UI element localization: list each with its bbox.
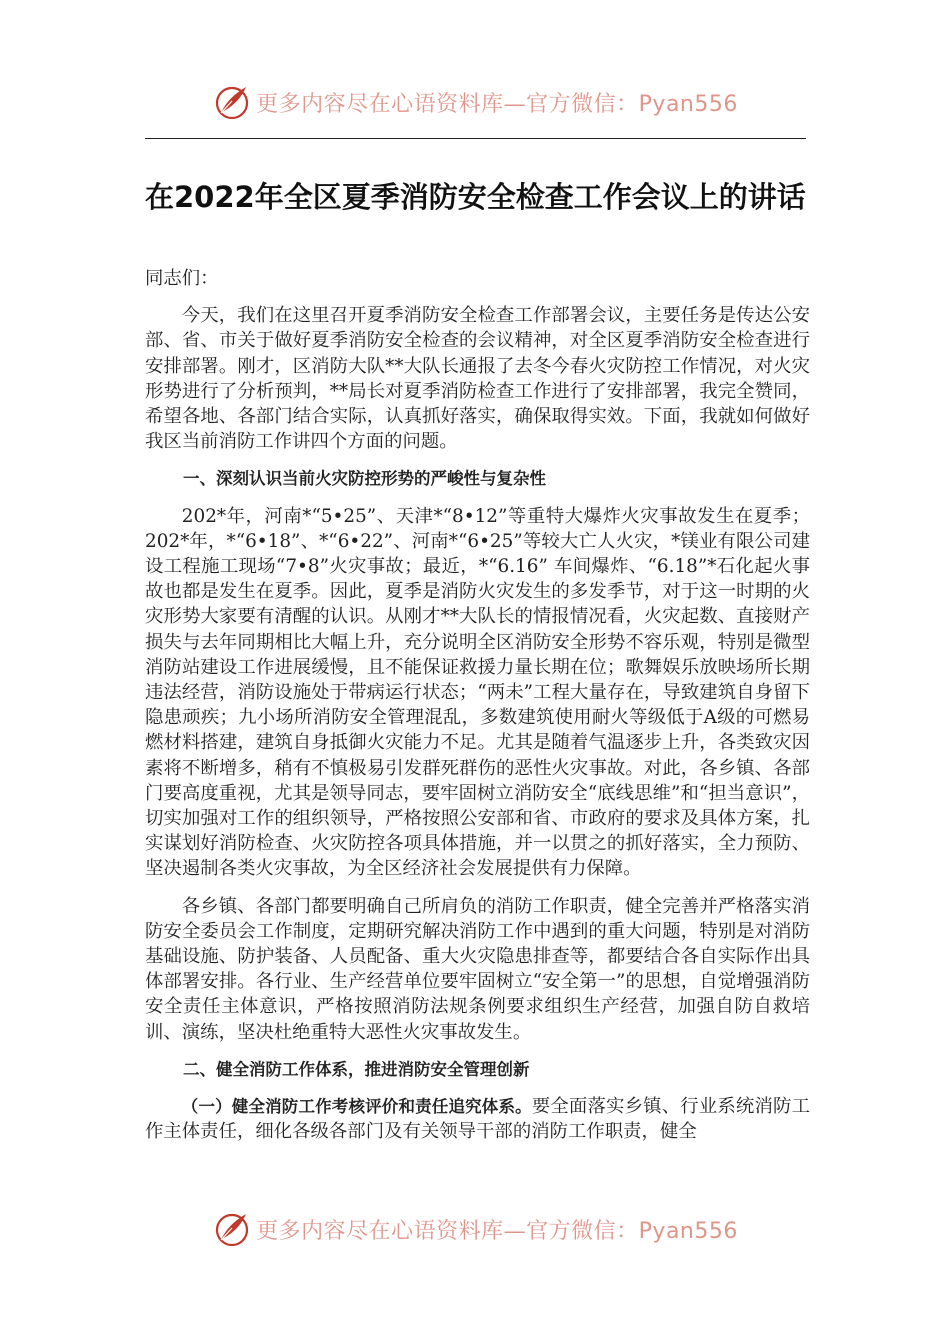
- header-divider: [145, 138, 806, 139]
- header-banner: [0, 80, 950, 124]
- paragraph-responsibilities: 各乡镇、各部门都要明确自己所肩负的消防工作职责，健全完善并严格落实消防安全委员会工作制度，定期研究解决消防工作中遇到的重大问题，特别是对消防基础设施、防护装备、人员配备、重大火灾隐患排查等，都要结合各自实际作出具体部署安排。各行业、生产经营单位要牢固树立“安全第一”的思想，自觉增强消防安全责任主体意识，严格按照消防法规条例要求组织生产经营，加强自防自救培训、演练，坚决杜绝重特大恶性火灾事故发生。: [145, 895, 810, 1043]
- document-body: [145, 266, 810, 1145]
- document-title: 在2022年全区夏季消防安全检查工作会议上的讲话: [145, 180, 806, 214]
- paragraph-subsection-1: [145, 1094, 810, 1144]
- salutation: 同志们：: [145, 268, 219, 289]
- subsection-1-title: （一）健全消防工作考核评价和责任追究体系。: [181, 1097, 532, 1117]
- paragraph-fire-situation: 202*年，河南*“5•25”、天津*“8•12”等重特大爆炸火灾事故发生在夏季；202*年，*“6•18”、*“6•22”、河南*“6•25”等较大亡人火灾，*镁业有限公司建设工程施工现场“7•8”火灾事故；最近，*“6.16” 车间爆炸、“6.18”*石化起火事故也都是发生在夏季。因此，夏季是消防火灾发生的多发季节，对于这一时期的火灾形势大家要有清醒的认识。从刚才**大队长的情报情况看，火灾起数、直接财产损失与去年同期相比大幅上升，充分说明全区消防安全形势不容乐观，特别是微型消防站建设工作进展缓慢，且不能保证救援力量长期在位；歌舞娱乐放映场所长期违法经营，消防设施处于带病运行状态；“两未”工程大量存在，导致建筑自身留下隐患顽疾；九小场所消防安全管理混乱，多数建筑使用耐火等级低于A级的可燃易燃材料搭建，建筑自身抵御火灾能力不足。尤其是随着气温逐步上升，各类致灾因素将不断增多，稍有不慎极易引发群死群伤的恶性火灾事故。对此，各乡镇、各部门要高度重视，尤其是领导同志，要牢固树立消防安全“底线思维”和“担当意识”，切实加强对工作的组织领导，严格按照公安部和省、市政府的要求及具体方案，扎实谋划好消防检查、火灾防控各项具体措施，并一以贯之的抓好落实，全力预防、坚决遏制各类火灾事故，为全区经济社会发展提供有力保障。: [145, 505, 810, 880]
- banner-text: 更多内容尽在心语资料库—官方微信：Pyan556: [256, 91, 738, 117]
- footer-banner: [0, 1207, 950, 1251]
- banner-text: 更多内容尽在心语资料库—官方微信：Pyan556: [256, 1218, 738, 1244]
- feather-pen-logo-icon: [212, 82, 252, 122]
- section-heading-2: 二、健全消防工作体系，推进消防安全管理创新: [182, 1059, 530, 1079]
- feather-pen-logo-icon: [212, 1209, 252, 1249]
- section-heading-1: 一、深刻认识当前火灾防控形势的严峻性与复杂性: [182, 469, 546, 489]
- subsection-1-text: 要全面落实乡镇、行业系统消防工作主体责任，细化各级各部门及有关领导干部的消防工作职责，健全: [145, 1096, 810, 1143]
- paragraph-intro: 今天，我们在这里召开夏季消防安全检查工作部署会议，主要任务是传达公安部、省、市关于做好夏季消防安全检查的会议精神，对全区夏季消防安全检查进行安排部署。刚才，区消防大队**大队长通报了去冬今春火灾防控工作情况，对火灾形势进行了分析预判，**局长对夏季消防检查工作进行了安排部署，我完全赞同，希望各地、各部门结合实际，认真抓好落实，确保取得实效。下面，我就如何做好我区当前消防工作讲四个方面的问题。: [145, 305, 810, 453]
